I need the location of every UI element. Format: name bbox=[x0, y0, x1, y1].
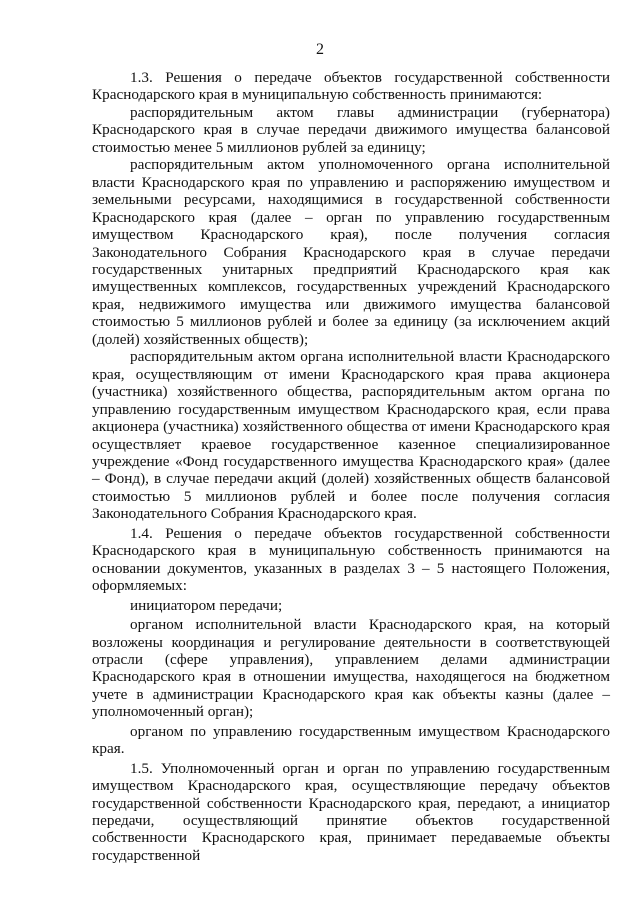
paragraph-authorized-body: органом исполнительной власти Краснодарского края, на который возложены координация и регулирование деятельности в соответствующей отрасли (сфере управления), управлением делами администрации Краснодарского края в отношении имущества, находящегося на бюджетном учете в администрации Краснодарского края как объекты казны (далее – уполномоченный орган); bbox=[92, 616, 610, 721]
paragraph-property-authority-act: распорядительным актом уполномоченного органа исполнительной власти Краснодарского края по управлению и распоряжению имуществом и земельными ресурсами, находящимися в государственной собственности Краснодарского края (далее – орган по управлению государственным имуществом Краснодарского края), после получения согласия Законодательного Собрания Краснодарского края в случае передачи государственных унитарных предприятий Краснодарского края как имущественных комплексов, государственных учреждений Краснодарского края, недвижимого имущества или движимого имущества балансовой стоимостью 5 миллионов рублей и более за единицу (за исключением акций (долей) хозяйственных обществ); bbox=[92, 156, 610, 348]
paragraph-shares-act: распорядительным актом органа исполнительной власти Краснодарского края, осуществляющим от имени Краснодарского края права акционера (участника) хозяйственного общества, распорядительным актом органа по управлению государственным имуществом Краснодарского края, если права акционера (участника) хозяйственного общества от имени Краснодарского края осуществляет краевое государственное казенное специализированное учреждение «Фонд государственного имущества Краснодарского края» (далее – Фонд), в случае передачи акций (долей) хозяйственных обществ балансовой стоимостью 5 миллионов рублей и более после получения согласия Законодательного Собрания Краснодарского края. bbox=[92, 348, 610, 523]
page-number: 2 bbox=[316, 41, 324, 58]
paragraph-initiator: инициатором передачи; bbox=[130, 596, 283, 614]
paragraph-property-management-body: органом по управлению государственным имуществом Краснодарского края. bbox=[92, 722, 610, 758]
document-body bbox=[92, 69, 610, 864]
paragraph-governor-act: распорядительным актом главы администрации (губернатора) Краснодарского края в случае передачи движимого имущества балансовой стоимостью менее 5 миллионов рублей за единицу; bbox=[92, 103, 610, 156]
paragraph-1-5: 1.5. Уполномоченный орган и орган по управлению государственным имуществом Краснодарского края, осуществляющие передачу объектов государственной собственности Краснодарского края, передают, а инициатор передачи, осуществляющий принятие объектов государственной собственности Краснодарского края, принимает передаваемые объекты государственной bbox=[92, 759, 610, 864]
paragraph-1-4: 1.4. Решения о передаче объектов государственной собственности Краснодарского края в муниципальную собственность принимаются на основании документов, указанных в разделах 3 – 5 настоящего Положения, оформляемых: bbox=[92, 524, 610, 595]
paragraph-1-3: 1.3. Решения о передаче объектов государственной собственности Краснодарского края в муниципальную собственность принимаются: bbox=[92, 69, 610, 104]
